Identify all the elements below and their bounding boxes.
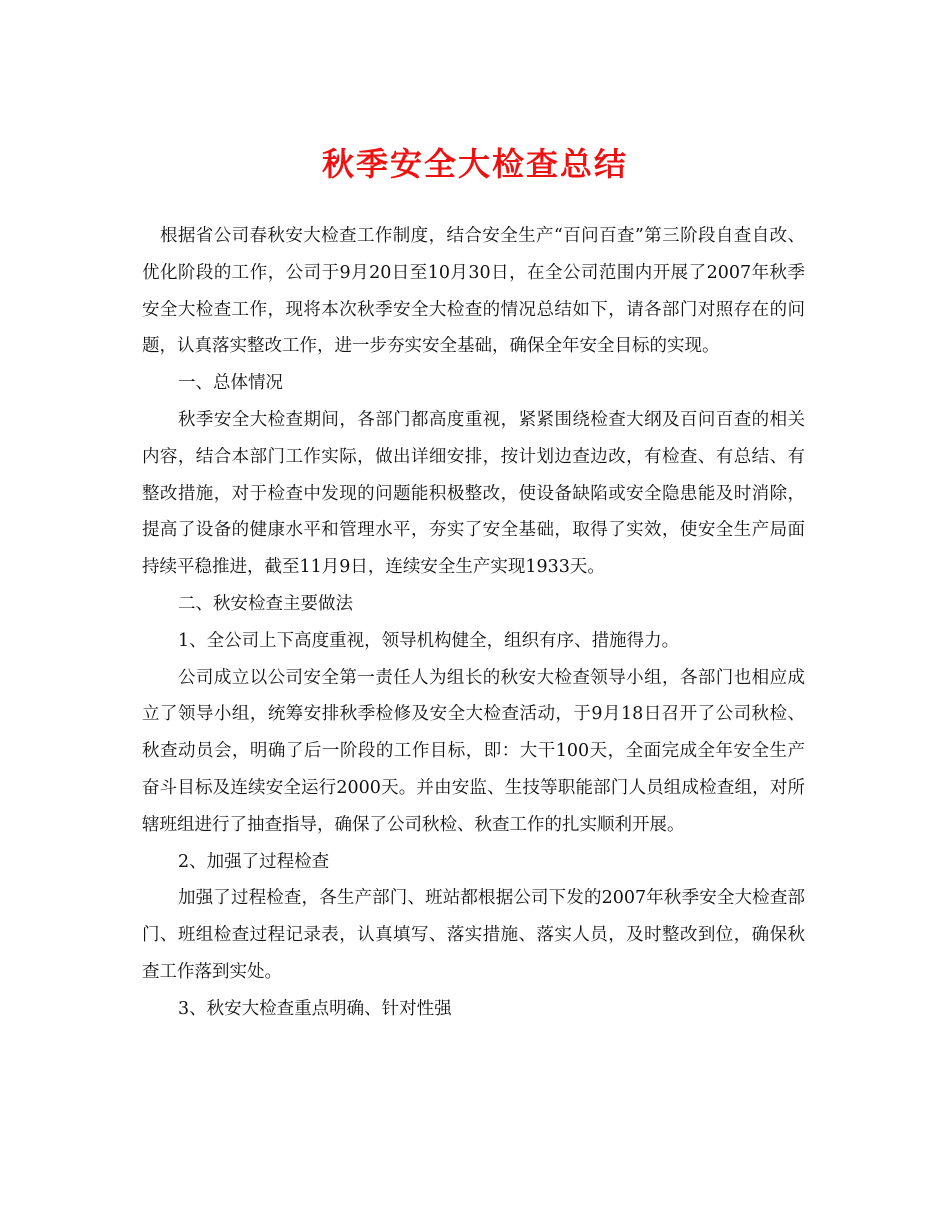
practice-2-paragraph: 加强了过程检查，各生产部门、班站都根据公司下发的2007年秋季安全大检查部门、班组检查过程记录表，认真填写、落实措施、落实人员，及时整改到位，确保秋查工作落到实处。	[142, 888, 805, 982]
subheading-3: 3、秋安大检查重点明确、针对性强	[178, 998, 452, 1019]
intro-paragraph: 根据省公司春秋安大检查工作制度，结合安全生产“百问百查”第三阶段自查自改、优化阶段的工作，公司于9月20日至10月30日，在全公司范围内开展了2007年秋季安全大检查工作，现将本次秋季安全大检查的情况总结如下，请各部门对照存在的问题，认真落实整改工作，进一步夯实安全基础，确保全年安全目标的实现。	[142, 226, 805, 357]
document-title: 秋季安全大检查总结	[321, 145, 628, 183]
practice-1-paragraph: 公司成立以公司安全第一责任人为组长的秋安大检查领导小组，各部门也相应成立了领导小组，统筹安排秋季检修及安全大检查活动，于9月18日召开了公司秋检、秋查动员会，明确了后一阶段的工作目标，即：大干100天，全面完成全年安全生产奋斗目标及连续安全运行2000天。并由安监、生技等职能部门人员组成检查组，对所辖班组进行了抽查指导，确保了公司秋检、秋查工作的扎实顺利开展。	[142, 667, 805, 835]
section-heading-practices: 二、秋安检查主要做法	[178, 593, 353, 614]
section-heading-overview: 一、总体情况	[178, 373, 283, 394]
overview-paragraph: 秋季安全大检查期间，各部门都高度重视，紧紧围绕检查大纲及百问百查的相关内容，结合本部门工作实际，做出详细安排，按计划边查边改，有检查、有总结、有整改措施，对于检查中发现的问题能积极整改，使设备缺陷或安全隐患能及时消除，提高了设备的健康水平和管理水平，夯实了安全基础，取得了实效，使安全生产局面持续平稳推进，截至11月9日，连续安全生产实现1933天。	[142, 409, 805, 578]
subheading-1: 1、全公司上下高度重视，领导机构健全，组织有序、措施得力。	[178, 630, 680, 651]
subheading-2: 2、加强了过程检查	[178, 851, 330, 872]
document-body	[142, 218, 805, 1028]
